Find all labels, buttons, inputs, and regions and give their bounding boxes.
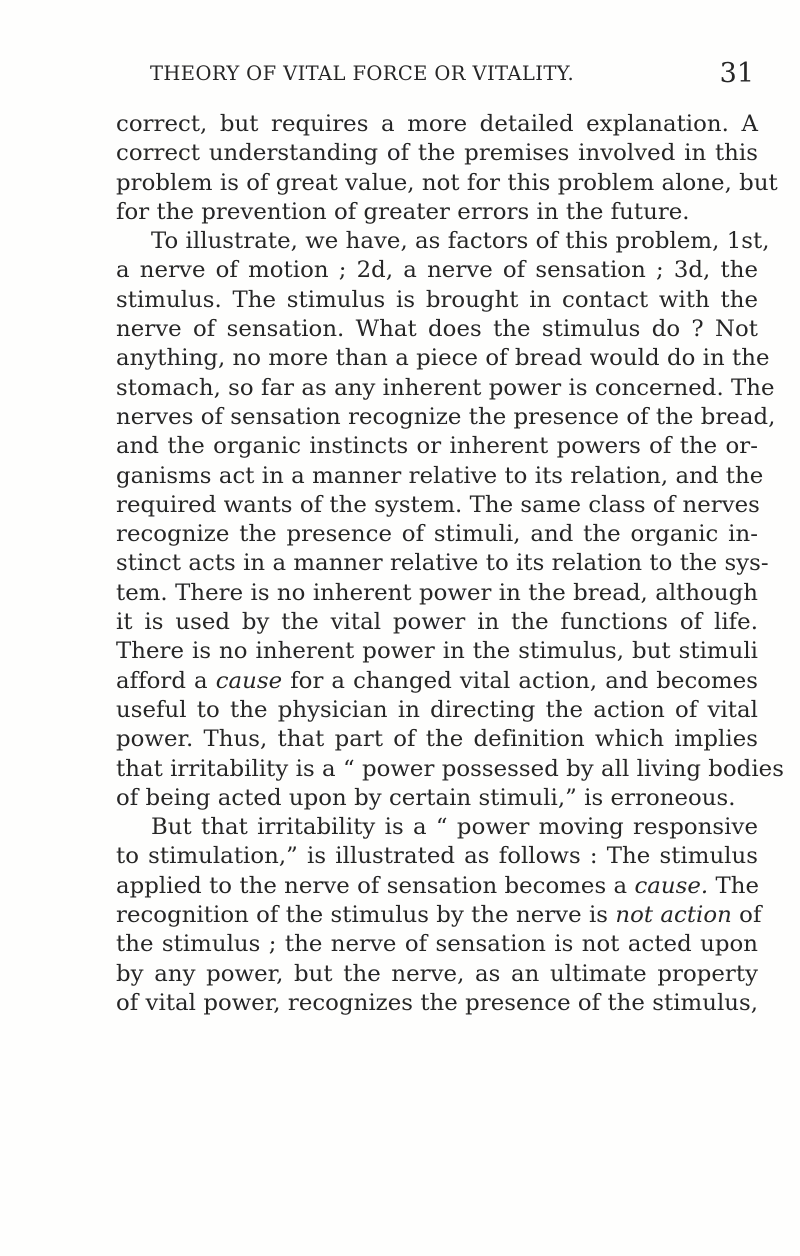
italic-phrase: not action	[615, 902, 732, 929]
text-line: of being acted upon by certain stimuli,” is erroneous.	[116, 784, 736, 811]
text-line: But that irritability is a “ power moving responsive	[151, 814, 758, 841]
text-line: by any power, but the nerve, as an ultimate property	[116, 960, 758, 987]
text-line: useful to the physician in directing the action of vital	[116, 696, 758, 723]
text-line: power. Thus, that part of the definition which implies	[116, 726, 758, 753]
text-line: that irritability is a “ power possessed by all living bodies	[116, 755, 784, 782]
text-line: There is no inherent power in the stimulus, but stimuli	[116, 638, 758, 665]
text-line: required wants of the system. The same class of nerves	[116, 491, 760, 518]
text-line: problem is of great value, not for this problem alone, but	[116, 169, 778, 196]
text-line: anything, no more than a piece of bread would do in the	[116, 345, 770, 372]
text-line: a nerve of motion ; 2d, a nerve of sensation ; 3d, the	[116, 257, 758, 284]
text-line: nerve of sensation. What does the stimulus do ? Not	[116, 316, 758, 343]
text-line: applied to the nerve of sensation becomes a cause. The	[116, 872, 760, 899]
italic-word: cause	[215, 667, 283, 694]
text-line: for the prevention of greater errors in the future.	[116, 198, 690, 225]
text-line: recognition of the stimulus by the nerve is not action of	[116, 902, 762, 929]
text-line: ganisms act in a manner relative to its relation, and the	[116, 462, 764, 489]
text-line: to stimulation,” is illustrated as follows : The stimulus	[116, 843, 758, 870]
text-line: it is used by the vital power in the functions of life.	[116, 609, 758, 636]
text-line: To illustrate, we have, as factors of this problem, 1st,	[151, 228, 770, 255]
body-text	[116, 110, 784, 1018]
text-line: nerves of sensation recognize the presence of the bread,	[116, 403, 776, 430]
text-line: of vital power, recognizes the presence of the stimulus,	[116, 989, 759, 1016]
text-line: stinct acts in a manner relative to its relation to the sys-	[116, 550, 769, 577]
italic-word: cause.	[634, 872, 709, 899]
page-number: 31	[719, 58, 754, 89]
running-title: THEORY OF VITAL FORCE OR VITALITY.	[150, 62, 575, 85]
running-head	[118, 58, 754, 92]
text-line: stomach, so far as any inherent power is concerned. The	[116, 374, 775, 401]
text-line: recognize the presence of stimuli, and the organic in-	[116, 521, 758, 548]
text-line: afford a cause for a changed vital action, and becomes	[116, 667, 758, 694]
text-line: tem. There is no inherent power in the bread, although	[116, 579, 758, 606]
text-line: stimulus. The stimulus is brought in contact with the	[116, 286, 758, 313]
text-line: correct, but requires a more detailed explanation. A	[116, 111, 758, 137]
text-line: correct understanding of the premises involved in this	[116, 140, 758, 167]
text-line: the stimulus ; the nerve of sensation is not acted upon	[116, 931, 758, 958]
text-line: and the organic instincts or inherent powers of the or-	[116, 433, 758, 460]
